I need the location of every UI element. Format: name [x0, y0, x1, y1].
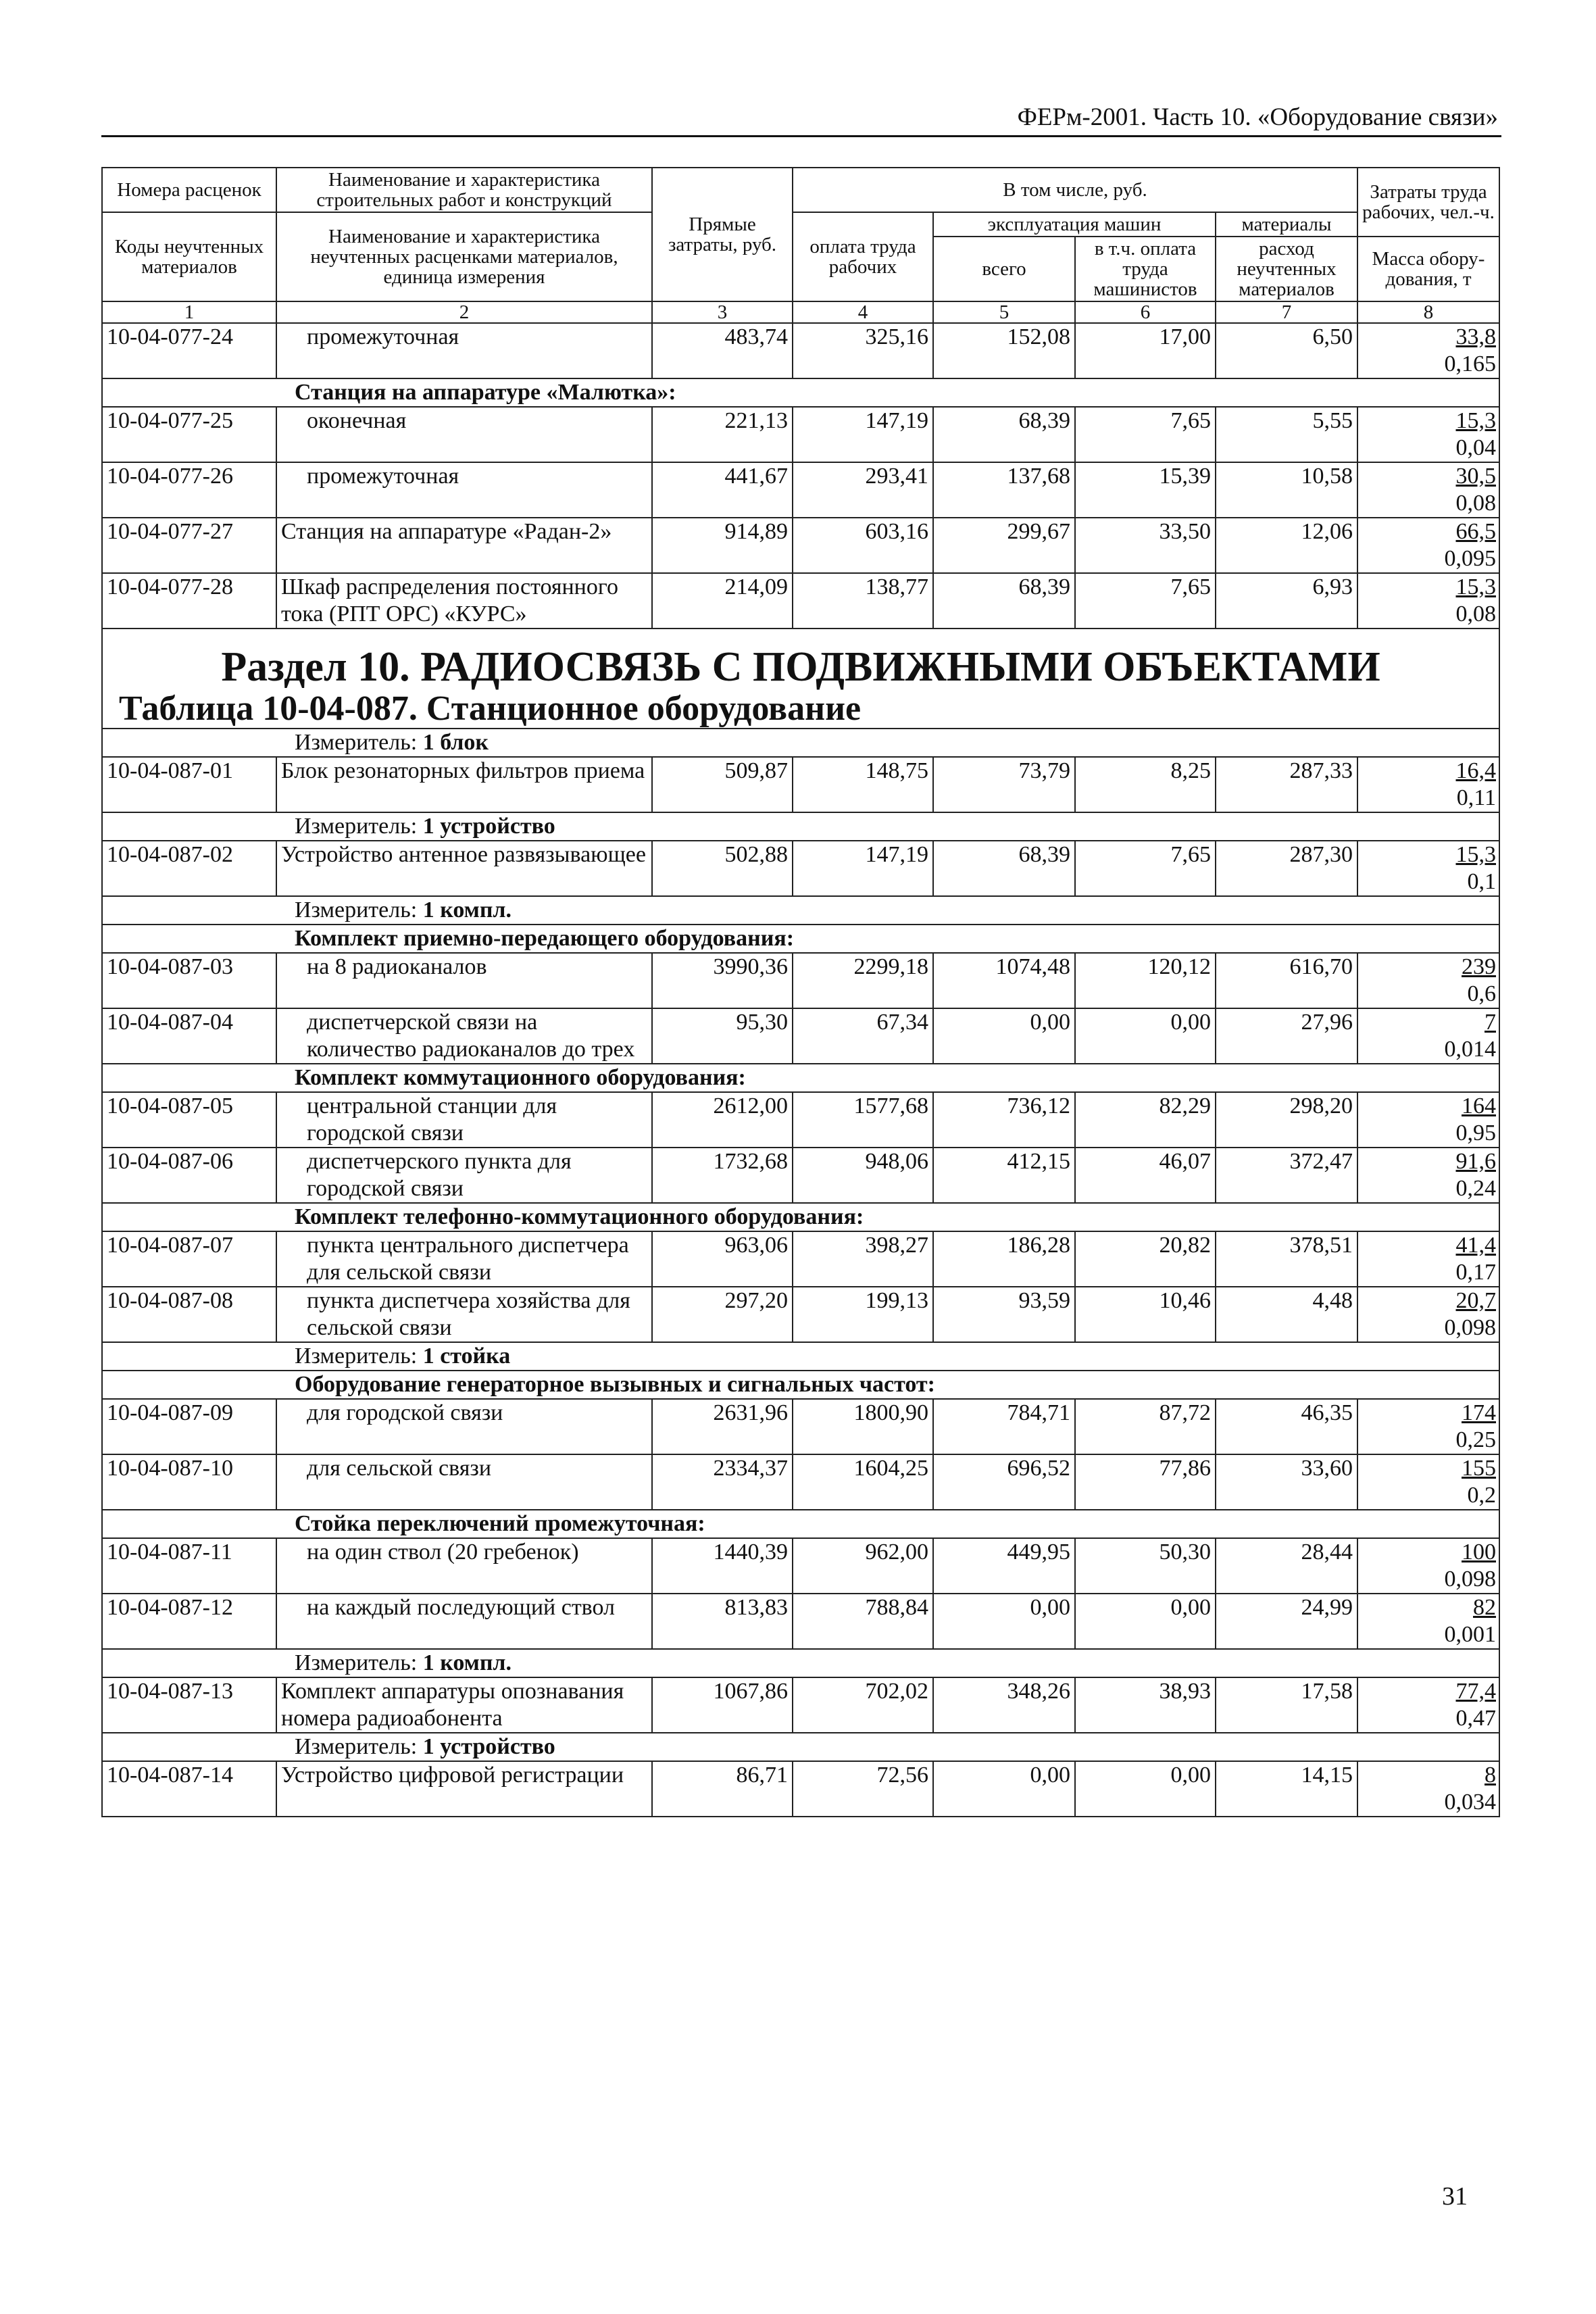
col-labor-header: Затраты труда рабочих, чел.-ч. [1357, 168, 1499, 237]
group-heading: Стойка переключений промежуточная: [102, 1510, 1499, 1538]
group-heading: Комплект коммутационного оборудования: [102, 1064, 1499, 1092]
col-pay-header: оплата труда рабочих [793, 212, 933, 301]
section-header-row [102, 629, 1499, 729]
table-row: 10-04-077-24 промежуточная 483,74 325,16 152,08 17,00 6,50 33,8 0,165 [102, 323, 1499, 378]
col-incl-header: В том числе, руб. [793, 168, 1357, 212]
col-mass-header: Масса обору-дования, т [1357, 237, 1499, 301]
table-row: 10-04-087-12 на каждый последующий ствол 813,83 788,84 0,00 0,00 24,99 82 0,001 [102, 1594, 1499, 1649]
group-heading: Комплект приемно-передающего оборудования: [102, 925, 1499, 953]
table-row: 10-04-077-26 промежуточная 441,67 293,41 137,68 15,39 10,58 30,5 0,08 [102, 462, 1499, 518]
table-row: 10-04-087-05 центральной станции для городской связи 2612,00 1577,68 736,12 82,29 298,20 164 0,95 [102, 1092, 1499, 1148]
col-materials-header: материалы [1216, 212, 1357, 237]
table-row: 10-04-087-09 для городской связи 2631,96 1800,90 784,71 87,72 46,35 174 0,25 [102, 1399, 1499, 1454]
table-row: 10-04-077-27 Станция на аппаратуре «Радан-2» 914,89 603,16 299,67 33,50 12,06 66,5 0,095 [102, 518, 1499, 573]
measure-row: Измеритель: 1 компл. [102, 896, 1499, 925]
col-num: 6 [1075, 301, 1216, 323]
page-number: 31 [1442, 2182, 1468, 2211]
table-row: 10-04-087-13 Комплект аппаратуры опознавания номера радиоабонента 1067,86 702,02 348,26 38,93 17,58 77,4 0,47 [102, 1677, 1499, 1733]
measure-row: Измеритель: 1 устройство [102, 1733, 1499, 1761]
measure-row: Измеритель: 1 стойка [102, 1342, 1499, 1371]
col-mach-total-header: всего [933, 237, 1075, 301]
col-code-header: Номера расценок [102, 168, 276, 212]
section-title: Раздел 10. РАДИОСВЯЗЬ С ПОДВИЖНЫМИ ОБЪЕКТАМИ [221, 644, 1380, 690]
col-num: 7 [1216, 301, 1357, 323]
col-num: 4 [793, 301, 933, 323]
col-num: 1 [102, 301, 276, 323]
col-num: 8 [1357, 301, 1499, 323]
header-rule [101, 135, 1501, 137]
table-row: 10-04-087-08 пункта диспетчера хозяйства для сельской связи 297,20 199,13 93,59 10,46 4,48 20,7 0,098 [102, 1287, 1499, 1342]
table-row: 10-04-087-04 диспетчерской связи на количество радиоканалов до трех 95,30 67,34 0,00 0,00 27,96 7 0,014 [102, 1008, 1499, 1064]
table-row: 10-04-087-10 для сельской связи 2334,37 1604,25 696,52 77,86 33,60 155 0,2 [102, 1454, 1499, 1510]
group-heading: Станция на аппаратуре «Малютка»: [102, 378, 1499, 407]
price-table [101, 167, 1500, 1817]
table-row: 10-04-087-02 Устройство антенное развязывающее 502,88 147,19 68,39 7,65 287,30 15,3 0,1 [102, 841, 1499, 896]
table-row: 10-04-087-03 на 8 радиоканалов 3990,36 2299,18 1074,48 120,12 616,70 239 0,6 [102, 953, 1499, 1008]
col-num: 2 [276, 301, 652, 323]
col-direct-header: Прямые затраты, руб. [652, 168, 793, 301]
col-machines-header: эксплуатация машин [933, 212, 1216, 237]
table-row: 10-04-087-11 на один ствол (20 гребенок) 1440,39 962,00 449,95 50,30 28,44 100 0,098 [102, 1538, 1499, 1594]
col-mach-labor-header: в т.ч. оплата труда машинистов [1075, 237, 1216, 301]
running-header: ФЕРм-2001. Часть 10. «Оборудование связи» [1017, 103, 1498, 131]
measure-row: Измеритель: 1 устройство [102, 812, 1499, 841]
table-row: 10-04-087-01 Блок резонаторных фильтров приема 509,87 148,75 73,79 8,25 287,33 16,4 0,11 [102, 757, 1499, 812]
col-name-header: Наименование и характеристика строительных работ и конструкций [276, 168, 652, 212]
group-heading: Оборудование генераторное вызывных и сигнальных частот: [102, 1371, 1499, 1399]
group-heading: Комплект телефонно-коммутационного оборудования: [102, 1203, 1499, 1231]
col-mat-sub-header: расход неучтенных материалов [1216, 237, 1357, 301]
table-row: 10-04-087-06 диспетчерского пункта для городской связи 1732,68 948,06 412,15 46,07 372,47 91,6 0,24 [102, 1148, 1499, 1203]
col-num: 3 [652, 301, 793, 323]
measure-row: Измеритель: 1 блок [102, 729, 1499, 757]
table-row: 10-04-077-28 Шкаф распределения постоянного тока (РПТ ОРС) «КУРС» 214,09 138,77 68,39 7,65 6,93 15,3 0,08 [102, 573, 1499, 629]
table-row: 10-04-087-14 Устройство цифровой регистрации 86,71 72,56 0,00 0,00 14,15 8 0,034 [102, 1761, 1499, 1817]
table-title: Таблица 10-04-087. Станционное оборудование [119, 689, 862, 728]
col-num: 5 [933, 301, 1075, 323]
table-row: 10-04-077-25 оконечная 221,13 147,19 68,39 7,65 5,55 15,3 0,04 [102, 407, 1499, 462]
col-code-sub-header: Коды неучтенных материалов [102, 212, 276, 301]
table-row: 10-04-087-07 пункта центрального диспетчера для сельской связи 963,06 398,27 186,28 20,82 378,51 41,4 0,17 [102, 1231, 1499, 1287]
col-name-sub-header: Наименование и характеристика неучтенных расценками материалов, единица измерения [276, 212, 652, 301]
measure-row: Измеритель: 1 компл. [102, 1649, 1499, 1677]
